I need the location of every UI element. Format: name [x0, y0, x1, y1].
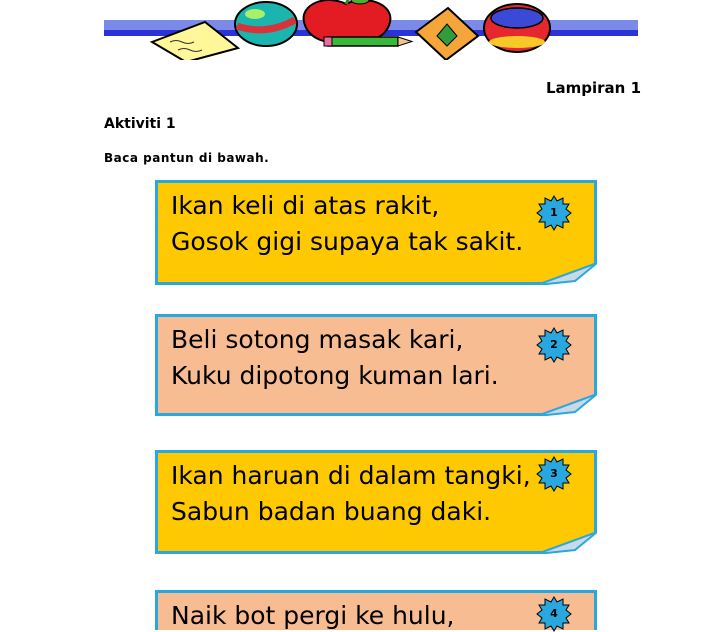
header-decoration — [0, 0, 728, 60]
appendix-label: Lampiran 1 — [545, 79, 641, 97]
badge-number: 4 — [550, 607, 558, 620]
activity-title: Aktiviti 1 — [104, 116, 176, 132]
pencil-icon — [324, 37, 412, 46]
pantun-card-3 — [155, 450, 597, 554]
badge-number: 1 — [550, 206, 558, 219]
star-badge-icon — [536, 195, 572, 231]
instruction-text: Baca pantun di bawah. — [104, 151, 270, 165]
pantun-line-1: Naik bot pergi ke hulu, — [171, 601, 455, 630]
badge-number: 3 — [550, 467, 558, 480]
badge-number: 2 — [550, 338, 558, 351]
pantun-line-2: Gosok gigi supaya tak sakit. — [171, 227, 524, 256]
pantun-line-2: Kuku dipotong kuman lari. — [171, 361, 499, 390]
star-badge-icon — [536, 327, 572, 363]
star-badge-icon — [536, 596, 572, 632]
yoyo-icon — [484, 4, 550, 52]
pantun-card-4 — [155, 590, 597, 630]
page-curl-icon — [537, 394, 597, 416]
pantun-card-2 — [155, 314, 597, 416]
page-curl-icon — [537, 532, 597, 554]
star-badge-icon — [536, 456, 572, 492]
pantun-line-2: Sabun badan buang daki. — [171, 497, 492, 526]
pantun-line-1: Ikan haruan di dalam tangki, — [171, 461, 531, 490]
apple-icon — [304, 0, 391, 42]
pantun-line-1: Beli sotong masak kari, — [171, 325, 464, 354]
ball-icon — [235, 2, 297, 46]
page-curl-icon — [537, 263, 597, 285]
leaf-card-icon — [416, 8, 478, 60]
pantun-card-1 — [155, 180, 597, 285]
pantun-line-1: Ikan keli di atas rakit, — [171, 191, 440, 220]
